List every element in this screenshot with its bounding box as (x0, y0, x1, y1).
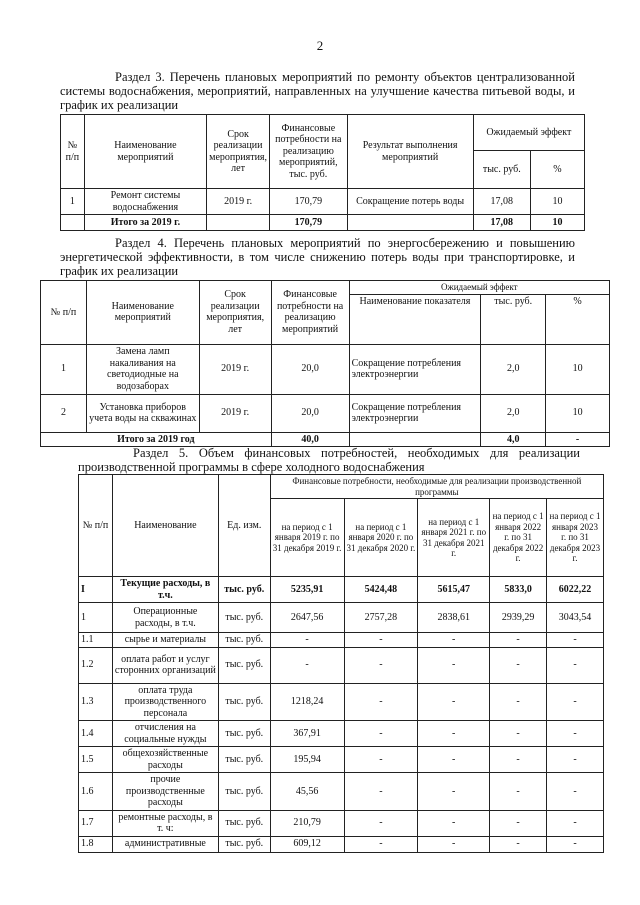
cell-value: 2757,28 (344, 603, 418, 633)
header-period-2022: на период с 1 января 2022 г. по 31 декабря 2022 г. (490, 499, 547, 577)
cell-rub: 17,08 (473, 189, 530, 215)
cell-rub: 2,0 (481, 344, 546, 394)
cell-value: - (418, 633, 490, 648)
cell-num: 1.7 (79, 810, 113, 836)
cell-indicator: Сокращение потребления электроэнергии (349, 394, 481, 432)
cell-num: 1.8 (79, 836, 113, 852)
section4-table (40, 280, 610, 447)
header-period-2019: на период с 1 января 2019 г. по 31 декабря 2019 г. (270, 499, 344, 577)
total-finance: 40,0 (271, 432, 349, 447)
cell-name: Установка приборов учета воды на скважинах (86, 394, 199, 432)
total-pct: - (546, 432, 610, 447)
cell-value: - (490, 633, 547, 648)
cell-value: - (344, 810, 418, 836)
total-pct: 10 (530, 215, 584, 231)
cell-value: - (418, 773, 490, 811)
table-row (79, 836, 604, 852)
cell-name: Ремонт системы водоснабжения (84, 189, 206, 215)
table-row (79, 747, 604, 773)
cell-value: 3043,54 (547, 603, 604, 633)
header-effect-pct: % (530, 151, 584, 189)
cell-value: - (344, 721, 418, 747)
cell-value: - (547, 747, 604, 773)
header-finance: Финансовые потребности на реализацию мероприятий, тыс. руб. (270, 115, 348, 189)
cell-value: 45,56 (270, 773, 344, 811)
cell-unit: тыс. руб. (218, 810, 270, 836)
cell-value: - (418, 747, 490, 773)
cell-indicator: Сокращение потребления электроэнергии (349, 344, 481, 394)
cell-value: 1218,24 (270, 683, 344, 721)
cell-value: - (490, 747, 547, 773)
cell-name: сырье и материалы (112, 633, 218, 648)
header-period-2020: на период с 1 января 2020 г. по 31 декабря 2020 г. (344, 499, 418, 577)
cell-name: прочие производственные расходы (112, 773, 218, 811)
cell-value: - (490, 647, 547, 683)
table-row (41, 394, 610, 432)
cell-value: - (270, 633, 344, 648)
cell-name: Замена ламп накаливания на светодиодные на водозаборах (86, 344, 199, 394)
cell-term: 2019 г. (199, 394, 271, 432)
cell-value: - (418, 810, 490, 836)
total-rub: 17,08 (473, 215, 530, 231)
cell-value: - (344, 647, 418, 683)
cell-value: - (490, 721, 547, 747)
cell-value: 5424,48 (344, 577, 418, 603)
page-number: 2 (316, 38, 324, 53)
cell-num: 1.6 (79, 773, 113, 811)
header-effect: Ожидаемый эффект (349, 281, 609, 295)
cell-rub: 2,0 (481, 394, 546, 432)
total-row (61, 215, 585, 231)
cell-value: - (490, 836, 547, 852)
cell-value: 2647,56 (270, 603, 344, 633)
cell-value: 5615,47 (418, 577, 490, 603)
table-row (79, 577, 604, 603)
cell-value: 2939,29 (490, 603, 547, 633)
cell-pct: 10 (530, 189, 584, 215)
cell-name: оплата труда производственного персонала (112, 683, 218, 721)
cell-unit: тыс. руб. (218, 836, 270, 852)
cell-num: 1.1 (79, 633, 113, 648)
cell-num: 1.3 (79, 683, 113, 721)
total-label: Итого за 2019 г. (84, 215, 206, 231)
section4-heading: Раздел 4. Перечень плановых мероприятий по энергосбережению и повышению энергетической эффективности, в том числе снижению потерь воды при транспортировке, и график их реализации (60, 236, 575, 278)
cell-value: - (344, 836, 418, 852)
cell-num: 1 (79, 603, 113, 633)
cell-value: - (547, 683, 604, 721)
cell-finance: 20,0 (271, 344, 349, 394)
cell-value: - (490, 683, 547, 721)
cell-name: общехозяйственные расходы (112, 747, 218, 773)
section5-table (78, 474, 604, 853)
cell-result: Сокращение потерь воды (347, 189, 473, 215)
cell-num: 1 (41, 344, 87, 394)
header-effect-pct: % (546, 294, 610, 344)
cell-name: ремонтные расходы, в т. ч: (112, 810, 218, 836)
header-finance: Финансовые потребности на реализацию мероприятий (271, 281, 349, 345)
cell-value: 210,79 (270, 810, 344, 836)
cell-name: оплата работ и услуг сторонних организаций (112, 647, 218, 683)
cell-num: 1 (61, 189, 85, 215)
cell-value: - (418, 836, 490, 852)
header-effect: Ожидаемый эффект (473, 115, 584, 151)
header-result: Результат выполнения мероприятий (347, 115, 473, 189)
cell-value: 5833,0 (490, 577, 547, 603)
cell-value: - (547, 721, 604, 747)
section3-table (60, 114, 585, 231)
cell-term: 2019 г. (207, 189, 270, 215)
cell-num: 1.5 (79, 747, 113, 773)
cell-pct: 10 (546, 344, 610, 394)
cell-value: - (344, 773, 418, 811)
cell-value: 367,91 (270, 721, 344, 747)
table-row (79, 773, 604, 811)
cell-num: 2 (41, 394, 87, 432)
cell-term: 2019 г. (199, 344, 271, 394)
cell-value: - (547, 810, 604, 836)
cell-unit: тыс. руб. (218, 721, 270, 747)
cell-num: 1.2 (79, 647, 113, 683)
cell-value: - (270, 647, 344, 683)
cell-pct: 10 (546, 394, 610, 432)
table-row (41, 344, 610, 394)
header-term: Срок реализации мероприятия, лет (207, 115, 270, 189)
cell-unit: тыс. руб. (218, 647, 270, 683)
table-row (61, 189, 585, 215)
cell-name: Операционные расходы, в т.ч. (112, 603, 218, 633)
table-row (79, 603, 604, 633)
table-row (79, 810, 604, 836)
header-num: № п/п (41, 281, 87, 345)
header-num: № п/п (61, 115, 85, 189)
cell-value: - (547, 836, 604, 852)
section5-body (79, 577, 604, 853)
cell-value: - (418, 683, 490, 721)
header-group: Финансовые потребности, необходимые для реализации производственной программы (270, 475, 603, 499)
header-num: № п/п (79, 475, 113, 577)
cell-value: - (547, 773, 604, 811)
cell-value: - (344, 747, 418, 773)
cell-name: административные (112, 836, 218, 852)
cell-unit: тыс. руб. (218, 683, 270, 721)
header-name: Наименование мероприятий (86, 281, 199, 345)
table-row (79, 633, 604, 648)
cell-value: - (490, 810, 547, 836)
cell-unit: тыс. руб. (218, 773, 270, 811)
cell-finance: 170,79 (270, 189, 348, 215)
cell-unit: тыс. руб. (218, 603, 270, 633)
cell-value: 5235,91 (270, 577, 344, 603)
cell-value: 609,12 (270, 836, 344, 852)
cell-unit: тыс. руб. (218, 577, 270, 603)
header-effect-rub: тыс. руб. (481, 294, 546, 344)
total-label: Итого за 2019 год (41, 432, 272, 447)
cell-value: - (418, 647, 490, 683)
header-effect-rub: тыс. руб. (473, 151, 530, 189)
header-period-2021: на период с 1 января 2021 г. по 31 декабря 2021 г. (418, 499, 490, 577)
table-row (79, 683, 604, 721)
cell-name: отчисления на социальные нужды (112, 721, 218, 747)
table-row (79, 647, 604, 683)
table-row (79, 721, 604, 747)
cell-num: I (79, 577, 113, 603)
header-period-2023: на период с 1 января 2023 г. по 31 декабря 2023 г. (547, 499, 604, 577)
cell-value: - (547, 647, 604, 683)
cell-value: - (547, 633, 604, 648)
total-finance: 170,79 (270, 215, 348, 231)
cell-num: 1.4 (79, 721, 113, 747)
cell-value: - (490, 773, 547, 811)
cell-value: - (418, 721, 490, 747)
cell-value: 6022,22 (547, 577, 604, 603)
cell-value: - (344, 683, 418, 721)
total-row (41, 432, 610, 447)
header-name: Наименование мероприятий (84, 115, 206, 189)
cell-name: Текущие расходы, в т.ч. (112, 577, 218, 603)
cell-finance: 20,0 (271, 394, 349, 432)
section5-heading: Раздел 5. Объем финансовых потребностей, необходимых для реализации производственной программы в сфере холодного водоснабжения (78, 446, 580, 474)
cell-unit: тыс. руб. (218, 747, 270, 773)
header-term: Срок реализации мероприятия, лет (199, 281, 271, 345)
header-unit: Ед. изм. (218, 475, 270, 577)
total-rub: 4,0 (481, 432, 546, 447)
section3-heading: Раздел 3. Перечень плановых мероприятий по ремонту объектов централизованной системы водоснабжения, мероприятий, направленных на улучшение качества питьевой воды, и график их реализации (60, 70, 575, 112)
cell-value: 195,94 (270, 747, 344, 773)
header-name: Наименование (112, 475, 218, 577)
cell-value: 2838,61 (418, 603, 490, 633)
cell-unit: тыс. руб. (218, 633, 270, 648)
header-indicator: Наименование показателя (349, 294, 481, 344)
cell-value: - (344, 633, 418, 648)
